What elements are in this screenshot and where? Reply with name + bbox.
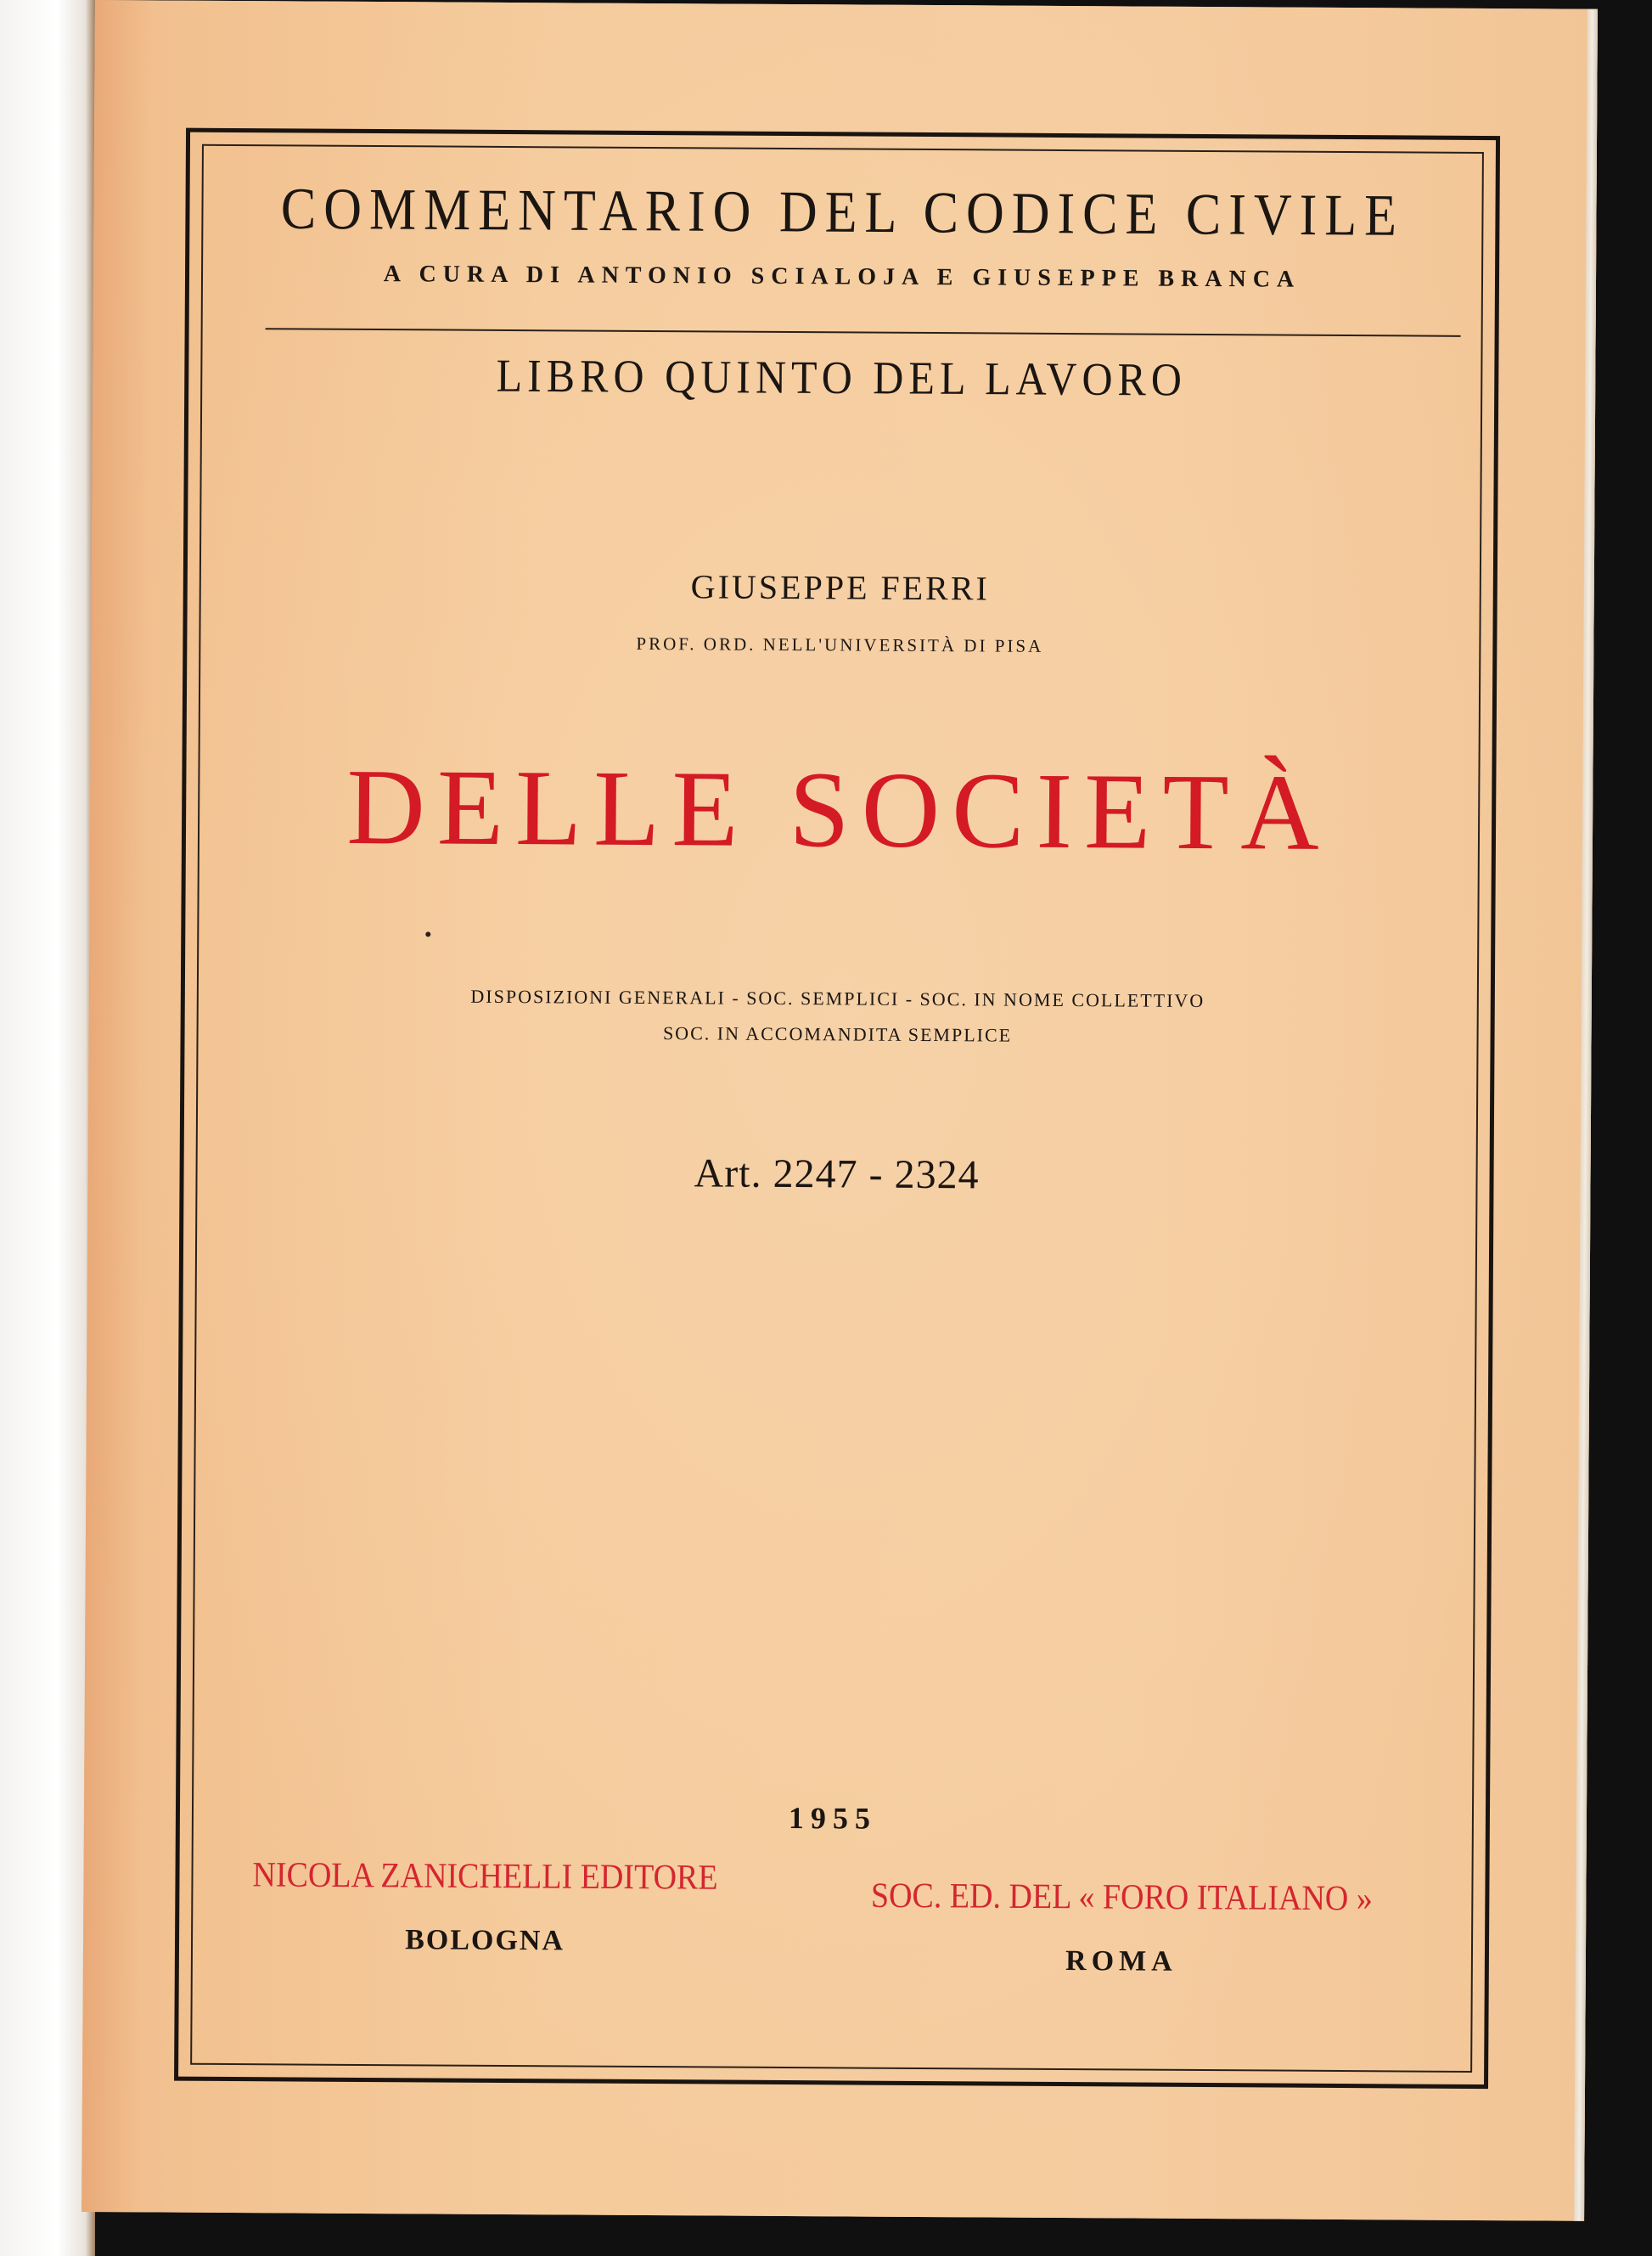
subjects	[184, 977, 1490, 1056]
publisher-zanichelli	[179, 1856, 791, 1959]
ink-speck	[425, 931, 430, 937]
publisher-name: SOC. ED. DEL « FORO ITALIANO »	[870, 1876, 1373, 1919]
subjects-line-2: SOC. IN ACCOMANDITA SEMPLICE	[662, 1022, 1013, 1046]
author-name: GIUSEPPE FERRI	[690, 567, 990, 608]
main-title: DELLE SOCIETÀ	[346, 745, 1332, 873]
series-editors: A CURA DI ANTONIO SCIALOJA E GIUSEPPE BRANCA	[383, 261, 1301, 293]
publication-year: 1955	[788, 1801, 878, 1836]
title-page-content	[178, 132, 1496, 2084]
divider-rule	[266, 328, 1461, 337]
title-page	[81, 0, 1598, 2221]
author-affiliation: PROF. ORD. NELL'UNIVERSITÀ DI PISA	[636, 633, 1044, 656]
book-volume: LIBRO QUINTO DEL LAVORO	[496, 349, 1188, 406]
double-rule-frame	[174, 128, 1500, 2089]
publisher-foro-italiano	[773, 1876, 1470, 1980]
series-title: COMMENTARIO DEL CODICE CIVILE	[280, 177, 1405, 249]
publisher-city: ROMA	[1065, 1945, 1177, 1978]
adjacent-page-edge	[0, 0, 95, 2256]
publisher-name: NICOLA ZANICHELLI EDITORE	[252, 1855, 718, 1898]
article-range: Art. 2247 - 2324	[694, 1151, 980, 1198]
publisher-city: BOLOGNA	[405, 1924, 565, 1957]
subjects-line-1: DISPOSIZIONI GENERALI - SOC. SEMPLICI - SOC. IN NOME COLLETTIVO	[470, 985, 1205, 1012]
page-edge	[1574, 9, 1598, 2221]
